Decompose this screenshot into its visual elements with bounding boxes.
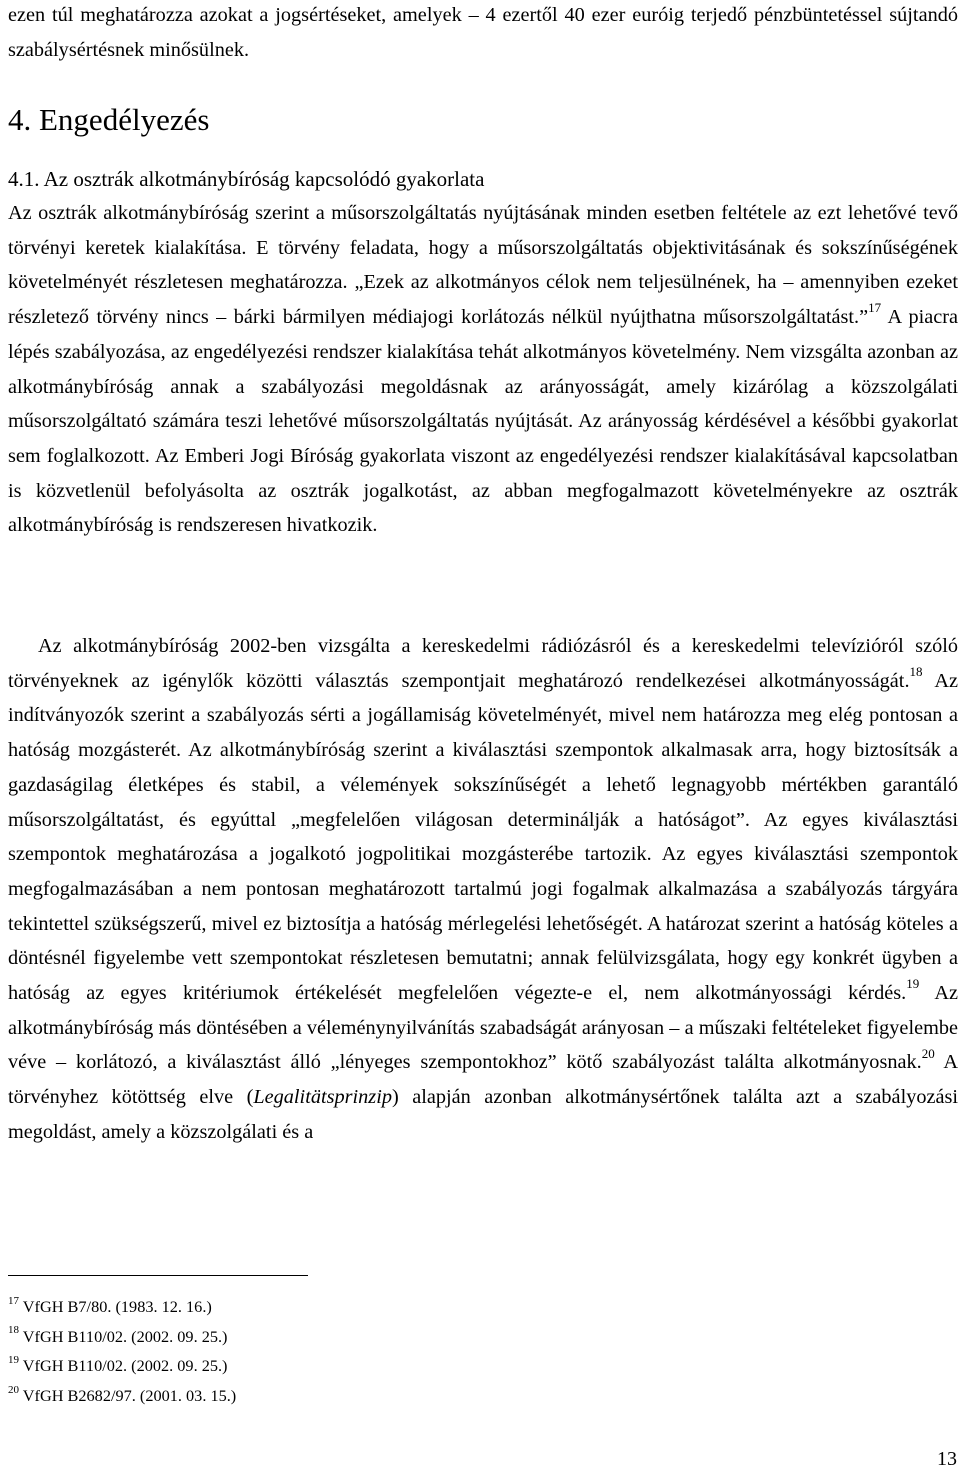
footnotes	[8, 1292, 608, 1411]
footnote-separator	[8, 1275, 308, 1276]
footnote-number: 19	[8, 1353, 19, 1366]
footnote-text: VfGH B2682/97. (2001. 03. 15.)	[19, 1386, 237, 1406]
footnote-ref-18: 18	[909, 663, 923, 679]
footnote-text: VfGH B110/02. (2002. 09. 25.)	[19, 1356, 228, 1376]
footnote-item	[8, 1292, 608, 1322]
footnote-number: 20	[8, 1383, 19, 1396]
footnote-ref-19: 19	[906, 976, 920, 992]
footnote-item	[8, 1381, 608, 1411]
paragraph-constitutional-court	[8, 196, 958, 543]
footnote-item	[8, 1322, 608, 1352]
section-heading: 4. Engedélyezés	[8, 102, 210, 137]
paragraph-text: Az alkotmánybíróság 2002-ben vizsgálta a kereskedelmi rádiózásról és a kereskedelmi televízióról szóló törvényeknek az igénylők közötti választás szempontjait meghatározó rendelkezései alkotmányosságát.	[8, 635, 958, 692]
footnote-number: 18	[8, 1324, 19, 1337]
footnote-text: VfGH B110/02. (2002. 09. 25.)	[19, 1326, 228, 1346]
footnote-item	[8, 1351, 608, 1381]
paragraph-text: A piacra lépés szabályozása, az engedélyezési rendszer kialakítása tehát alkotmányos követelmény. Nem vizsgálta azonban az alkotmánybíróság annak a szabályozási megoldásnak az arányosságát, amely kizárólag a közszolgálati műsorszolgáltató számára teszi lehetővé műsorszolgáltatás nyújtását. Az arányosság kérdésével a későbbi gyakorlat sem foglalkozott. Az Emberi Jogi Bíróság gyakorlata viszont az engedélyezési rendszer kialakításával kapcsolatban is közvetlenül befolyásolta az osztrák jogalkotást, az abban megfogalmazott követelményekre az osztrák alkotmánybíróság is rendszeresen hivatkozik.	[8, 306, 958, 537]
footnote-text: VfGH B7/80. (1983. 12. 16.)	[19, 1297, 212, 1316]
italic-term: Legalitätsprinzip	[253, 1086, 392, 1109]
paragraph-text: A törvényhez kötöttség elve (	[8, 1051, 958, 1109]
subsection-heading: 4.1. Az osztrák alkotmánybíróság kapcsolódó gyakorlata	[8, 167, 485, 191]
footnote-number: 17	[8, 1294, 19, 1307]
paragraph-text: Az indítványozók szerint a szabályozás sérti a jogállamiság követelményét, mivel nem határozza meg elég pontosan a hatóság mozgásterét. Az alkotmánybíróság szerint a kiválasztási szempontok alkalmasak arra, hogy biztosítsák a gazdaságilag életképes és stabil, a vélemények sokszínűségét a lehető legnagyobb mértékben garantáló műsorszolgáltatást, és egyúttal „megfelelően világosan determinálják a hatóságot”. Az egyes kiválasztási szempontok meghatározása a jogalkotó jogpolitikai mozgásterébe tartozik. Az egyes kiválasztási szempontok megfogalmazásában a nem pontosan meghatározott tartalmú jogi fogalmak alkalmazása a szabályozás tárgyára tekintettel szükségszerű, mivel ez biztosítja a hatóság mérlegelési lehetőségét. A határozat szerint a hatóság köteles a döntésnél figyelembe vett szempontokat részletesen bemutatni; annak felülvizsgálata, hogy egy konkrét ügyben a hatóság az egyes kritériumok értékelését megfelelően végezte-e el, nem alkotmányossági kérdés.	[8, 669, 958, 1005]
footnote-ref-20: 20	[921, 1045, 935, 1061]
paragraph-text: Az alkotmánybíróság más döntésében a véleménynyilvánítás szabadságát arányosan – a műszaki feltételeket figyelembe véve – korlátozó, a kiválasztást álló „lényeges szempontokhoz” kötő szabályozást találta alkotmányosnak.	[8, 982, 958, 1074]
paragraph-2002-decision	[8, 629, 958, 1150]
footnote-ref-17: 17	[868, 300, 882, 316]
page-number: 13	[937, 1448, 957, 1470]
paragraph-text: Az osztrák alkotmánybíróság szerint a műsorszolgáltatás nyújtásának minden esetben feltétele az ezt lehetővé tevő törvényi keretek kialakítása. E törvény feladata, hogy a műsorszolgáltatás objektivitásának és sokszínűségének követelményét részletesen meghatározza. „Ezek az alkotmányos célok nem teljesülnének, ha – amennyiben ezeket részletező törvény nincs – bárki bármilyen médiajogi korlátozás nélkül nyújthatna műsorszolgáltatást.”	[8, 202, 958, 329]
paragraph-text: ) alapján azonban alkotmánysértőnek találta azt a szabályozási megoldást, amely a közszolgálati és a	[8, 1086, 959, 1143]
paragraph-intro: ezen túl meghatározza azokat a jogsértéseket, amelyek – 4 ezertől 40 ezer euróig terjedő pénzbüntetéssel sújtandó szabálysértésnek minősülnek.	[8, 4, 958, 61]
